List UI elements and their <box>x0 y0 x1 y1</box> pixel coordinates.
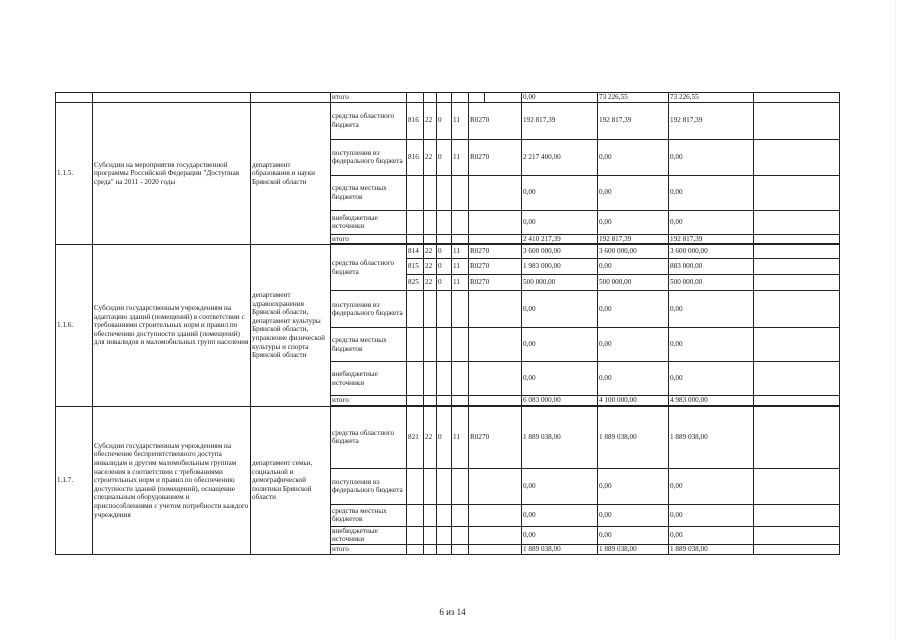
cell <box>754 139 840 175</box>
cell <box>452 396 469 406</box>
cell <box>452 504 469 526</box>
cell <box>437 362 452 396</box>
grbs: 816 <box>407 139 424 175</box>
value-cell: 73 226,55 <box>669 93 754 103</box>
pr: 0 <box>437 406 452 468</box>
value-cell: 500 000,00 <box>669 275 754 291</box>
source: средства областного бюджета <box>331 245 407 291</box>
cell <box>452 362 469 396</box>
page-number: 6 из 14 <box>439 607 466 617</box>
table-row <box>56 93 840 103</box>
cs2: R0270 <box>469 139 522 175</box>
cell <box>407 210 424 234</box>
cs: 11 <box>452 406 469 468</box>
itogo-label: итого <box>331 93 407 103</box>
value-cell: 500 000,00 <box>522 275 598 291</box>
cell <box>424 234 437 244</box>
grbs: 816 <box>407 102 424 139</box>
value-cell: 0,00 <box>598 210 669 234</box>
cell <box>469 544 522 554</box>
cell <box>251 93 331 103</box>
value-cell: 0,00 <box>598 175 669 210</box>
value-cell: 0,00 <box>669 175 754 210</box>
cell <box>437 93 452 103</box>
cell <box>407 234 424 244</box>
scan-edge <box>895 0 896 640</box>
value-cell: 1 889 038,00 <box>669 544 754 554</box>
source: поступления из федерального бюджета <box>331 468 407 504</box>
value-cell: 0,00 <box>669 504 754 526</box>
rz: 22 <box>424 259 437 275</box>
pr: 0 <box>437 275 452 291</box>
cell <box>407 526 424 544</box>
executor: департамент здравоохранения Брянской области, департамент культуры Брянской области, управление физической культуры и спорта Брянской области <box>251 245 331 407</box>
cell <box>754 291 840 328</box>
value-cell: 1 983 000,00 <box>522 259 598 275</box>
cell <box>437 544 452 554</box>
pr: 0 <box>437 102 452 139</box>
source: средства местных бюджетов <box>331 175 407 210</box>
value-cell: 192 817,39 <box>669 234 754 244</box>
row-number: 1.1.6. <box>56 245 93 407</box>
cell <box>469 234 522 244</box>
value-cell: 500 000,00 <box>598 275 669 291</box>
table-row <box>56 245 840 259</box>
value-cell: 0,00 <box>598 328 669 362</box>
cell <box>437 175 452 210</box>
itogo-label: итого <box>331 396 407 406</box>
value-cell: 0,00 <box>669 526 754 544</box>
cs: 11 <box>452 275 469 291</box>
cell <box>424 291 437 328</box>
cell <box>407 328 424 362</box>
executor: департамент образования и науки Брянской области <box>251 102 331 245</box>
cell <box>452 93 469 103</box>
cell <box>407 291 424 328</box>
cell <box>754 526 840 544</box>
cs: 11 <box>452 259 469 275</box>
cell <box>754 175 840 210</box>
value-cell: 1 889 038,00 <box>598 544 669 554</box>
cell <box>469 362 522 396</box>
cs: 11 <box>452 102 469 139</box>
cell <box>452 210 469 234</box>
value-cell: 1 889 038,00 <box>522 544 598 554</box>
cell <box>754 504 840 526</box>
source: средства местных бюджетов <box>331 328 407 362</box>
cell <box>469 291 522 328</box>
cell <box>424 468 437 504</box>
value-cell: 3 600 000,00 <box>522 245 598 259</box>
rz: 22 <box>424 139 437 175</box>
cs2: R0270 <box>469 259 522 275</box>
value-cell: 0,00 <box>669 468 754 504</box>
cell <box>469 210 522 234</box>
measure-name: Субсидии на мероприятия государственной программы Российской Федерации "Доступная среда" на 2011 - 2020 годы <box>93 102 251 245</box>
cell <box>469 175 522 210</box>
value-cell: 0,00 <box>522 210 598 234</box>
value-cell: 0,00 <box>522 291 598 328</box>
cell <box>437 396 452 406</box>
cell <box>452 526 469 544</box>
cell <box>469 328 522 362</box>
value-cell: 0,00 <box>522 526 598 544</box>
value-cell: 73 226,55 <box>598 93 669 103</box>
cell <box>754 406 840 468</box>
value-cell: 883 000,00 <box>669 259 754 275</box>
cell <box>437 526 452 544</box>
cell <box>469 93 485 103</box>
value-cell: 3 600 000,00 <box>669 245 754 259</box>
cell <box>754 468 840 504</box>
value-cell: 0,00 <box>598 504 669 526</box>
cell <box>407 396 424 406</box>
cell <box>754 234 840 244</box>
value-cell: 0,00 <box>669 291 754 328</box>
cell <box>452 328 469 362</box>
executor: департамент семьи, социальной и демографической политики Брянской области <box>251 406 331 554</box>
cell <box>407 544 424 554</box>
cs: 11 <box>452 245 469 259</box>
cell <box>424 396 437 406</box>
cell <box>452 468 469 504</box>
cell <box>754 362 840 396</box>
cell <box>407 93 424 103</box>
cell <box>452 175 469 210</box>
cell <box>437 328 452 362</box>
cell <box>424 544 437 554</box>
grbs: 821 <box>407 406 424 468</box>
source: внебюджетные источники <box>331 362 407 396</box>
cell <box>437 468 452 504</box>
value-cell: 0,00 <box>598 259 669 275</box>
cs: 11 <box>452 139 469 175</box>
cell <box>452 234 469 244</box>
value-cell: 192 817,39 <box>598 102 669 139</box>
cs2: R0270 <box>469 275 522 291</box>
cell <box>407 362 424 396</box>
cell <box>424 328 437 362</box>
value-cell: 192 817,39 <box>522 102 598 139</box>
cell <box>469 396 522 406</box>
cell <box>424 526 437 544</box>
itogo-label: итого <box>331 544 407 554</box>
rz: 22 <box>424 245 437 259</box>
source: средства областного бюджета <box>331 102 407 139</box>
value-cell: 0,00 <box>598 291 669 328</box>
value-cell: 1 889 038,00 <box>669 406 754 468</box>
cell <box>452 544 469 554</box>
value-cell: 0,00 <box>522 175 598 210</box>
cell <box>754 275 840 291</box>
pr: 0 <box>437 139 452 175</box>
cell <box>424 175 437 210</box>
table-row <box>56 102 840 139</box>
source: внебюджетные источники <box>331 526 407 544</box>
value-cell: 4 100 000,00 <box>598 396 669 406</box>
source: средства областного бюджета <box>331 406 407 468</box>
pr: 0 <box>437 245 452 259</box>
value-cell: 0,00 <box>669 362 754 396</box>
source: средства местных бюджетов <box>331 504 407 526</box>
cell <box>56 93 93 103</box>
cell <box>407 468 424 504</box>
cell <box>754 259 840 275</box>
cell <box>452 291 469 328</box>
cell <box>407 175 424 210</box>
value-cell: 0,00 <box>598 362 669 396</box>
cell <box>754 245 840 259</box>
value-cell: 0,00 <box>669 328 754 362</box>
cell <box>485 93 522 103</box>
row-number: 1.1.7. <box>56 406 93 554</box>
cell <box>407 504 424 526</box>
value-cell: 1 889 038,00 <box>522 406 598 468</box>
grbs: 825 <box>407 275 424 291</box>
itogo-label: итого <box>331 234 407 244</box>
value-cell: 0,00 <box>598 468 669 504</box>
cs2: R0270 <box>469 102 522 139</box>
cell <box>469 526 522 544</box>
value-cell: 0,00 <box>522 504 598 526</box>
source: внебюджетные источники <box>331 210 407 234</box>
cell <box>437 291 452 328</box>
cell <box>437 504 452 526</box>
cell <box>424 362 437 396</box>
source: поступления из федерального бюджета <box>331 291 407 328</box>
value-cell: 2 410 217,39 <box>522 234 598 244</box>
rz: 22 <box>424 275 437 291</box>
cell <box>469 468 522 504</box>
grbs: 814 <box>407 245 424 259</box>
cell <box>437 234 452 244</box>
cs2: R0270 <box>469 406 522 468</box>
value-cell: 6 083 000,00 <box>522 396 598 406</box>
source: поступления из федерального бюджета <box>331 139 407 175</box>
row-number: 1.1.5. <box>56 102 93 245</box>
pr: 0 <box>437 259 452 275</box>
cell <box>424 93 437 103</box>
value-cell: 0,00 <box>598 526 669 544</box>
cell <box>754 544 840 554</box>
value-cell: 0,00 <box>669 210 754 234</box>
value-cell: 0,00 <box>522 93 598 103</box>
value-cell: 2 217 400,00 <box>522 139 598 175</box>
cell <box>754 328 840 362</box>
value-cell: 0,00 <box>522 328 598 362</box>
cell <box>93 93 251 103</box>
measure-name: Субсидии государственным учреждениям на адаптацию зданий (помещений) в соответствии с требованиями строительных норм и правил по обеспечению доступности зданий (помещений) для инвалидов и маломобильных групп населения <box>93 245 251 407</box>
table-row <box>56 406 840 468</box>
value-cell: 3 600 000,00 <box>598 245 669 259</box>
cell <box>424 210 437 234</box>
cell <box>754 93 840 103</box>
cs2: R0270 <box>469 245 522 259</box>
cell <box>437 210 452 234</box>
value-cell: 0,00 <box>522 362 598 396</box>
cell <box>754 396 840 406</box>
rz: 22 <box>424 102 437 139</box>
value-cell: 0,00 <box>598 139 669 175</box>
value-cell: 0,00 <box>522 468 598 504</box>
value-cell: 1 889 038,00 <box>598 406 669 468</box>
grbs: 815 <box>407 259 424 275</box>
value-cell: 4 983 000,00 <box>669 396 754 406</box>
cell <box>424 504 437 526</box>
rz: 22 <box>424 406 437 468</box>
budget-table <box>55 92 840 555</box>
cell <box>469 504 522 526</box>
value-cell: 192 817,39 <box>669 102 754 139</box>
cell <box>754 102 840 139</box>
value-cell: 0,00 <box>669 139 754 175</box>
measure-name: Субсидии государственным учреждениям на обеспечение беспрепятственного доступа инвалидам и другим маломобильным группам населения в соответствии с требованиями строительных норм и правил по обеспечению доступности зданий (помещений), оснащение специальным оборудованием и приспособлениями с учетом потребности каждого учреждения <box>93 406 251 554</box>
cell <box>754 210 840 234</box>
value-cell: 192 817,39 <box>598 234 669 244</box>
